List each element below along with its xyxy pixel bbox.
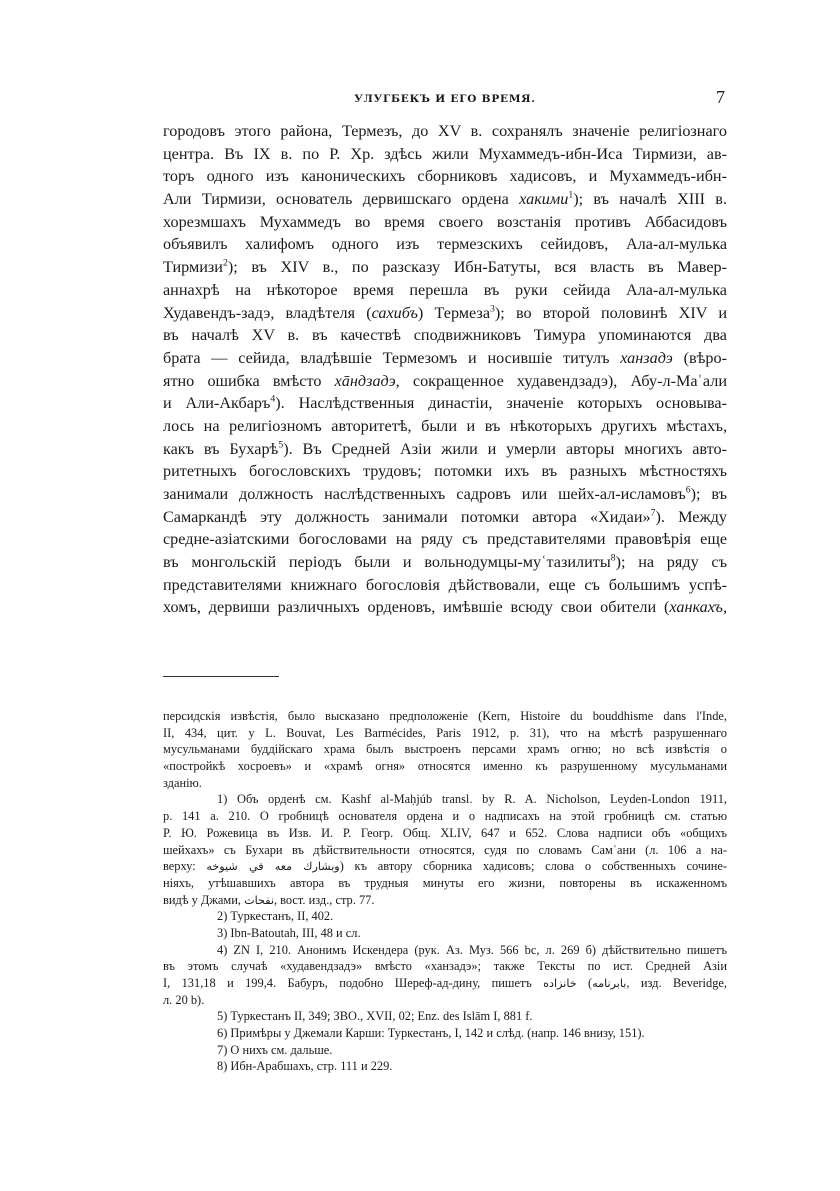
text-line (163, 708, 727, 725)
text-run: и Али-Акбаръ (163, 394, 271, 413)
text-line (163, 908, 727, 925)
footnote-ref: 2 (222, 257, 228, 269)
text-line (163, 1025, 727, 1042)
text-run: 3) Ibn-Batoutah, III, 48 и сл. (217, 925, 361, 940)
text-run: л. 20 b). (163, 992, 205, 1007)
paragraph (163, 1008, 727, 1025)
text-run: ( (576, 976, 593, 990)
text-line (163, 324, 727, 347)
running-head-title: УЛУГБЕКЪ И ЕГО ВРЕМЯ. (354, 93, 536, 105)
text-run: какъ въ Бухарѣ (163, 439, 279, 458)
text-run: торъ одного изъ каноническихъ сборниковъ хадисовъ, и Мухаммедъ-ибн- (163, 167, 727, 186)
text-line (163, 392, 727, 415)
text-run: (вѣро- (672, 348, 727, 367)
text-run: видѣ у Джами, (163, 892, 245, 907)
text-run: ). Въ Средней Азіи жили и умерли авторы многихъ авто- (283, 439, 727, 458)
text-line (163, 370, 727, 393)
footnote-ref: 8 (610, 552, 616, 564)
arabic-text: نفحات (244, 893, 274, 907)
text-line (163, 438, 727, 461)
footnote-ref: 7 (650, 507, 656, 519)
paragraph (163, 708, 727, 791)
paragraph (163, 791, 727, 908)
page-number: 7 (716, 87, 725, 107)
text-line (163, 925, 727, 942)
text-run: ) къ автору сборника хадисовъ; слова о собственныхъ сочине- (339, 859, 727, 874)
text-run: ); на ряду съ (615, 553, 727, 572)
paragraph (163, 1058, 727, 1075)
text-run: ятно ошибка вмѣсто (163, 371, 335, 390)
text-run: въ этомъ случаѣ «худавендзадэ» вмѣсто «ханзадэ»; также Тексты по ист. Средней Азіи (163, 959, 727, 974)
text-run: ) Термеза (417, 303, 491, 322)
text-line (163, 506, 727, 529)
text-run: хорезмшахъ Мухаммедъ во время своего возстанія противъ Аббасидовъ (163, 212, 727, 231)
text-line (163, 758, 727, 775)
text-run: въ началѣ XV в. въ качествѣ сподвижниковъ Тимура упоминаются два (163, 326, 727, 345)
text-line (163, 1058, 727, 1075)
text-run: 1) Объ орденѣ см. Kashf al-Maḥjúb transl. by R. A. Nicholson, Leyden-London 1911, (217, 792, 727, 807)
text-line (163, 875, 727, 892)
footnote-ref: 4 (270, 393, 276, 405)
text-run: средне-азіатскими богословами на ряду съ представителями правовѣрія еще (163, 530, 727, 549)
text-run: 2) Туркестанъ, II, 402. (217, 909, 334, 924)
paragraph (163, 908, 727, 925)
text-run: Самаркандѣ эту должность занимали потомки автора «Хидаи» (163, 507, 651, 526)
text-line (163, 574, 727, 597)
text-run: ); въ началѣ XIII в. (573, 190, 727, 209)
text-run: II, 434, цит. у L. Bouvat, Les Barmécides, Paris 1912, p. 31), что на мѣстѣ разрушеннаго (163, 725, 727, 740)
text-run: ); въ XIV в., по разсказу Ибн-Батуты, вся власть въ Мавер- (227, 258, 727, 277)
text-line (163, 741, 727, 758)
text-run: въ монгольскій періодъ были и вольнодумцы-муʿтазилиты (163, 553, 611, 572)
arabic-text: خانزاده (543, 977, 577, 990)
running-head (163, 89, 727, 109)
text-line (163, 842, 727, 859)
paragraph (163, 942, 727, 1009)
text-line (163, 892, 727, 909)
footnote-separator (163, 676, 279, 677)
text-run: I, 131,18 и 199,4. Бабуръ, подобно Шереф-ад-дину, пишетъ (163, 976, 544, 990)
text-line (163, 165, 727, 188)
footnotes (163, 708, 727, 1075)
text-run: ); во второй половинѣ XIV и (494, 303, 727, 322)
text-line (163, 347, 727, 370)
text-line (163, 188, 727, 211)
paragraph (163, 1025, 727, 1042)
text-run: центра. Въ IX в. по Р. Хр. здѣсь жили Мухаммедъ-ибн-Иса Тирмизи, ав- (163, 144, 727, 163)
italic-term: хакими (519, 190, 569, 209)
text-run: 5) Туркестанъ II, 349; ЗВО., XVII, 02; Enz. des Islām I, 881 f. (217, 1009, 533, 1024)
text-line (163, 483, 727, 506)
text-run: , изд. Beveridge, (626, 976, 727, 990)
arabic-text: وبشارك معه في شيوخه (206, 860, 340, 874)
text-run: ніяхъ, утѣшавшихъ автора въ трудныя минуты его жизни, повторены въ искаженномъ (163, 875, 727, 890)
italic-term: ханзадэ (620, 348, 673, 367)
text-line (163, 942, 727, 959)
text-line (163, 256, 727, 279)
text-run: занимали должность наслѣдственныхъ садровъ или шейх-ал-исламовъ (163, 485, 686, 503)
text-run: брата — сейида, владѣвшіе Термезомъ и носившіе титулъ (163, 348, 621, 367)
text-line (163, 1008, 727, 1025)
text-line (163, 992, 727, 1009)
text-run: 8) Ибн-Арабшахъ, стр. 111 и 229. (217, 1059, 393, 1074)
text-line (163, 1042, 727, 1059)
text-run: городовъ этого района, Термезъ, до XV в. сохранялъ значеніе религіознаго (163, 122, 727, 140)
italic-term: ханкахъ, (669, 598, 727, 617)
text-line (163, 143, 727, 166)
text-run: лось на религіозномъ авторитетѣ, были и въ нѣкоторыхъ другихъ мѣстахъ, (163, 416, 727, 435)
text-line (163, 596, 727, 619)
text-line (163, 279, 727, 302)
main-text (163, 120, 727, 619)
footnote-ref: 6 (685, 484, 691, 496)
text-run: Р. Ю. Рожевица въ Изв. И. Р. Геогр. Общ. XLIV, 647 и 652. Слова надписи объ «общихъ (163, 825, 727, 840)
text-run: объявилъ халифомъ одного изъ термезскихъ сейидовъ, Ала-ал-мулька (163, 235, 727, 254)
text-run: Али Тирмизи, основатель дервишскаго ордена (163, 190, 520, 209)
text-run: 4) ZN I, 210. Анонимъ Искендера (рук. Аз. Муз. 566 bc, л. 269 б) дѣйствительно пишетъ (217, 942, 727, 957)
text-run: ). Между (655, 507, 727, 526)
text-run: верху: (163, 859, 207, 874)
text-run: мусульманами буддійскаго храма былъ выстроенъ персами храмъ огню; но всѣ извѣстія о (163, 742, 727, 757)
text-run: хомъ, дервиши различныхъ орденовъ, имѣвшіе всюду свои обители ( (163, 598, 670, 617)
text-line (163, 233, 727, 256)
text-run: ). Наслѣдственныя династіи, значеніе которыхъ основыва- (275, 394, 728, 413)
text-line (163, 975, 727, 992)
text-line (163, 725, 727, 742)
text-run: «постройкѣ хосроевъ» и «храмѣ огня» относятся именно къ разрушенному мусульманами (163, 759, 727, 774)
text-run: представителями книжнаго богословія дѣйствовали, еще съ большимъ успѣ- (163, 575, 727, 594)
text-line (163, 775, 727, 792)
text-run: 7) О нихъ см. дальше. (217, 1042, 333, 1057)
text-run: Худавендъ-задэ, владѣтеля ( (163, 303, 372, 322)
italic-term: хāндзадэ (334, 371, 396, 390)
text-line (163, 302, 727, 325)
text-line (163, 551, 727, 574)
text-run: , вост. изд., стр. 77. (273, 892, 375, 907)
text-line (163, 415, 727, 438)
text-line (163, 958, 727, 975)
paragraph (163, 925, 727, 942)
text-run: , сокращенное худавендзадэ), Абу-л-Маʿали (395, 371, 727, 390)
text-run: 6) Примѣры у Джемали Карши: Туркестанъ, I, 142 и слѣд. (напр. 146 внизу, 151). (217, 1026, 645, 1041)
text-run: зданію. (163, 775, 202, 790)
text-run: аннахрѣ на нѣкоторое время перешла въ руки сейида Ала-ал-мулька (163, 280, 727, 299)
text-run: Тирмизи (163, 258, 223, 277)
text-line (163, 120, 727, 143)
italic-term: сахибъ (371, 303, 418, 322)
footnote-ref: 3 (490, 303, 495, 315)
text-line (163, 825, 727, 842)
paragraph (163, 120, 727, 619)
text-run: ритетныхъ богословскихъ трудовъ; потомки ихъ въ разныхъ мѣстностяхъ (163, 462, 727, 481)
text-line (163, 528, 727, 551)
text-line (163, 808, 727, 825)
arabic-text: بابرنامه (592, 977, 627, 990)
paragraph (163, 1042, 727, 1059)
text-line (163, 791, 727, 808)
text-line (163, 211, 727, 234)
text-line (163, 858, 727, 875)
text-line (163, 460, 727, 483)
text-run: p. 141 a. 210. О гробницѣ основателя ордена и о надписахъ на этой гробницѣ см. статью (163, 809, 727, 824)
footnote-ref: 1 (568, 189, 574, 201)
text-run: персидскія извѣстія, было высказано предположеніе (Kern, Histoire du bouddhisme dans l'Inde, (163, 709, 727, 723)
text-run: ); въ (690, 485, 727, 503)
footnote-ref: 5 (278, 439, 284, 451)
text-run: шейхахъ» съ Бухари въ дѣйствительности относятся, судя по словамъ Самʿани (л. 106 a на- (163, 842, 727, 857)
